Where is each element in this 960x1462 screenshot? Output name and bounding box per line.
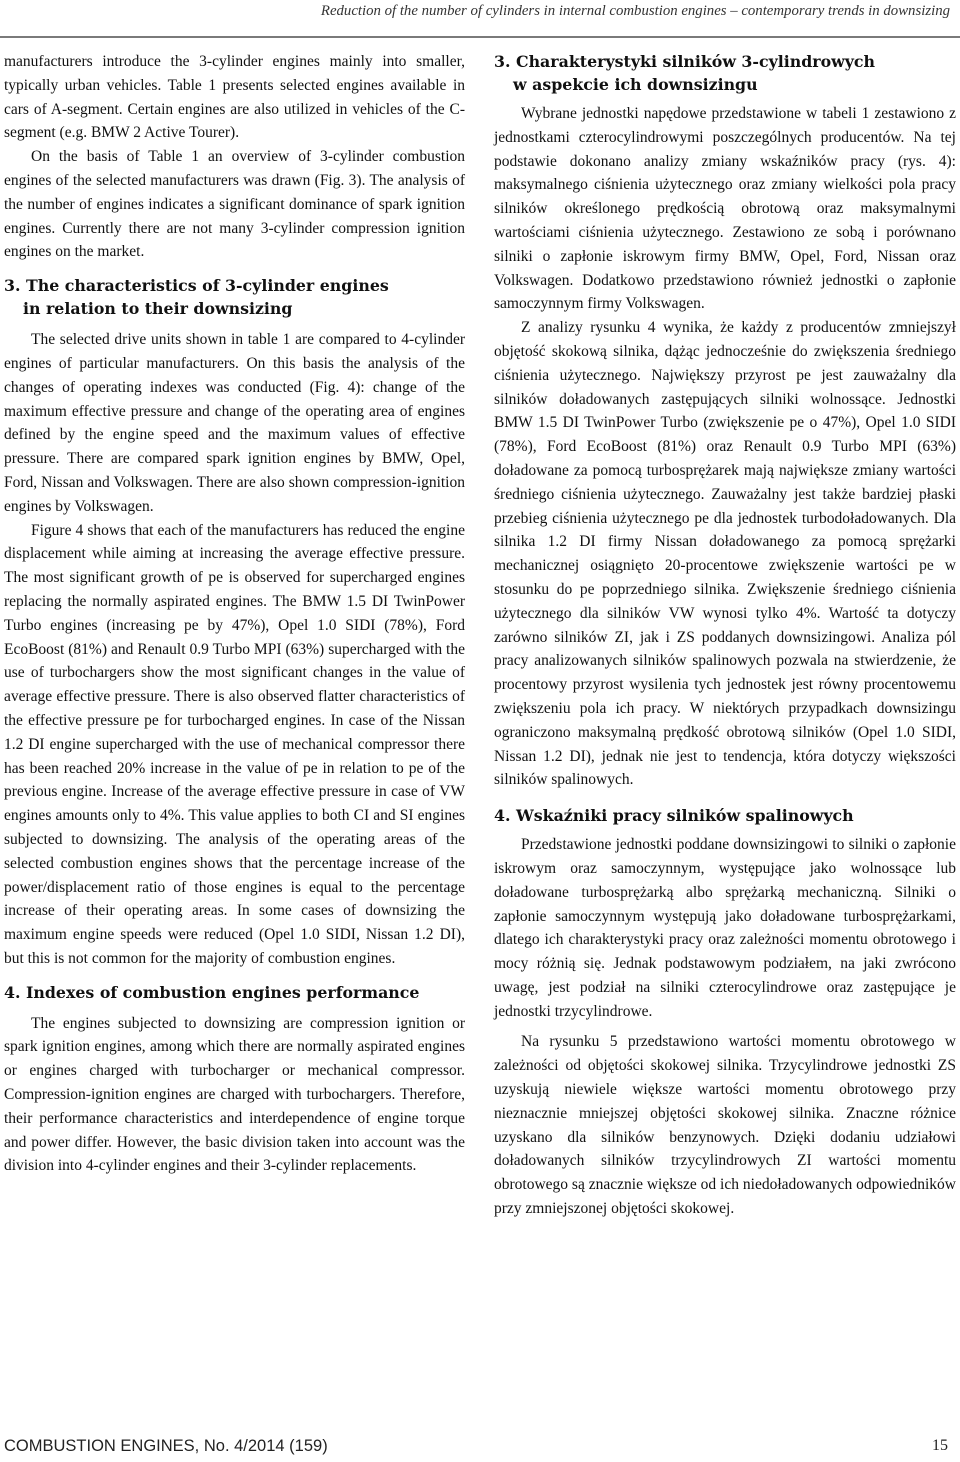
- page-number: 15: [932, 1437, 948, 1454]
- section-4-heading-pl: 4. Wskaźniki pracy silników spalinowych: [494, 806, 854, 826]
- paragraph: manufacturers introduce the 3-cylinder engines mainly into smaller, typically urban vehicles. Table 1 presents selected engines available in cars of A-segment. Certain engines are also utilized in vehicles of the C-segment (e.g. BMW 2 Active Tourer).: [4, 53, 465, 142]
- paragraph: The engines subjected to downsizing are compression ignition or spark ignition engines, among which there are normally aspirated engines or engines charged with turbocharger or mechanical compressor. Compression-ignition engines are charged with turbochargers. Therefore, their performance characteristics and interdependence of engine torque and power differ. However, the basic division taken into account was the division into 4-cylinder engines and their 3-cylinder replacements.: [4, 1014, 465, 1175]
- journal-footer: COMBUSTION ENGINES, No. 4/2014 (159): [4, 1437, 328, 1455]
- paragraph: Figure 4 shows that each of the manufacturers has reduced the engine displacement while aiming at increasing the average effective pressure. The most significant growth of pe is observed for supercharged engines replacing the normally aspirated engines. The BMW 1.5 DI TwinPower Turbo engines (increasing pe by 47%), Opel 1.0 SIDI (78%), Ford EcoBoost (81%) and Renault 0.9 Turbo MPI (63%) supercharged with the use of turbochargers show the most significant changes in the value of average effective pressure. There is also observed flatter characteristics of the effective pressure pe for turbocharged engines. In case of the Nissan 1.2 DI engine supercharged with the use of mechanical compressor there has been reached 20% increase in the value of pe in relation to pe of the previous engine. Increase of the average effective pressure in case of VW engines amounts only to 4%. This value applies to both CI and SI engines subjected to downsizing. The analysis of the operating areas of the selected combustion engines shows that the percentage increase of the power/displacement ratio of those engines is equal to the percentage increase of their operating areas. In some cases of downsizing the maximum engine speeds were reduced (Opel 1.0 SIDI, Nissan 1.2 DI), but this is not common for the majority of combustion engines.: [4, 521, 465, 967]
- paragraph: On the basis of Table 1 an overview of 3-cylinder combustion engines of the selected manufacturers was drawn (Fig. 3). The analysis of the number of engines indicates a significant dominance of spark ignition engines. Currently there are not many 3-cylinder compression ignition engines on the market.: [4, 148, 465, 261]
- paragraph: The selected drive units shown in table 1 are compared to 4-cylinder engines of particular manufacturers. On this basis the analysis of the changes of operating indexes was conducted (Fig. 4): change of the maximum effective pressure and change of the operating area of engines defined by the engine speed and the maximum values of effective pressure. There are compared spark ignition engines by BMW, Opel, Ford, Nissan and Volkswagen. There are also shown compression-ignition engines by Volkswagen.: [4, 331, 465, 515]
- paragraph: Na rysunku 5 przedstawiono wartości momentu obrotowego w zależności od objętości skokowej silnika. Trzycylindrowe jednostki ZS uzyskują niewiele większe wartości momentu obrotowego przy nieznacznie mniejszej objętości skokowej silnika. Znaczne różnice uzyskano dla silników benzynowych. Dzięki dodaniu udziałowi doładowanych silników trzycylindrowych ZI wartości momentu obrotowego są znacznie większe od ich niedoładowanych odpowiedników przy zmniejszonej objętości skokowej.: [494, 1033, 956, 1218]
- left-column: [4, 50, 465, 1178]
- section-4-heading: 4. Indexes of combustion engines performance: [4, 982, 420, 1002]
- running-head: Reduction of the number of cylinders in internal combustion engines – contemporary trends in downsizing: [320, 3, 950, 19]
- heading-line: w aspekcie ich downsizingu: [513, 75, 758, 94]
- heading-line: in relation to their downsizing: [23, 299, 293, 319]
- heading-line: 3. The characteristics of 3-cylinder engines: [4, 276, 389, 296]
- right-column: [494, 50, 956, 1221]
- header-rule: [0, 36, 960, 38]
- paragraph: Wybrane jednostki napędowe przedstawione w tabeli 1 zestawiono z jednostkami czterocylindrowymi poszczególnych producentów. Na tej podstawie dokonano analizy zmiany wskaźników pracy (rys. 4): maksymalnego ciśnienia użytecznego oraz zmiany wielkości pola pracy silników określonego prędkością obrotową oraz maksymalnymi wartościami ciśnienia użytecznego. Zestawiono ze sobą i porównano silniki o zapłonie iskrowym firmy BMW, Opel, Ford, Nissan oraz Volkswagen. Dodatkowo przedstawiono również jednostki o zapłonie samoczynnym firmy Volkswagen.: [494, 105, 956, 313]
- heading-line: 3. Charakterystyki silników 3-cylindrowych: [494, 52, 876, 71]
- paragraph: Z analizy rysunku 4 wynika, że każdy z producentów zmniejszył objętość skokową silnika, dążąc jednocześnie do zwiększenia średniego ciśnienia użytecznego. Największy przyrost pe jest zauważalny dla silników doładowanych zastępujących silniki wolnossące. Jednostki BMW 1.5 DI TwinPower Turbo (zwiększenie pe o 47%), Opel 1.0 SIDI (78%), Ford EcoBoost (81%) oraz Renault 0.9 Turbo MPI (63%) doładowane za pomocą turbosprężarek mają największe zmiany wartości średniego ciśnienia użytecznego. Zauważalny jest także bardziej płaski przebieg ciśnienia użytecznego pe dla jednostek turbodoładowanych. Dla silnika 1.2 DI firmy Nissan doładowanego za pomocą sprężarki mechanicznej osiągnięto 20-procentowe zwiększenie wartości pe w stosunku do pe poprzedniego silnika. Zwiększenie średniego ciśnienia użytecznego dla silników VW wynosi tylko 4%. Wartość ta dotyczy zarówno silników ZI, jak i ZS poddanych downsizingowi. Analiza pól pracy analizowanych silników spalinowych pozwala na stwierdzenie, że procentowy przyrost wysilenia tych jednostek jest równy procentowemu zwiększeniu pola ich pracy. W niektórych przypadkach downsizingu ograniczono maksymalną prędkość obrotową silników (Opel 1.0 SIDI, Nissan 1.2 DI), jednak nie jest to tendencja, która dotyczy większości silników spalinowych.: [494, 319, 956, 789]
- section-3-heading: [4, 274, 465, 320]
- section-3-heading-pl: [494, 50, 956, 96]
- paragraph: Przedstawione jednostki poddane downsizingowi to silniki o zapłonie iskrowym oraz samoczynnym, występujące jako wolnossące lub doładowane turbosprężarką albo sprężarką mechaniczną. Silniki o zapłonie samoczynnym występują jako doładowane turbosprężarkami, dlatego ich charakterystyki pracy oraz zależności momentu obrotowego i mocy różnią się. Jednak podstawowym podziałem, na jaki zwrócono uwagę, jest podział na silniki czterocylindrowe oraz zastępujące je jednostki trzycylindrowe.: [494, 836, 956, 1020]
